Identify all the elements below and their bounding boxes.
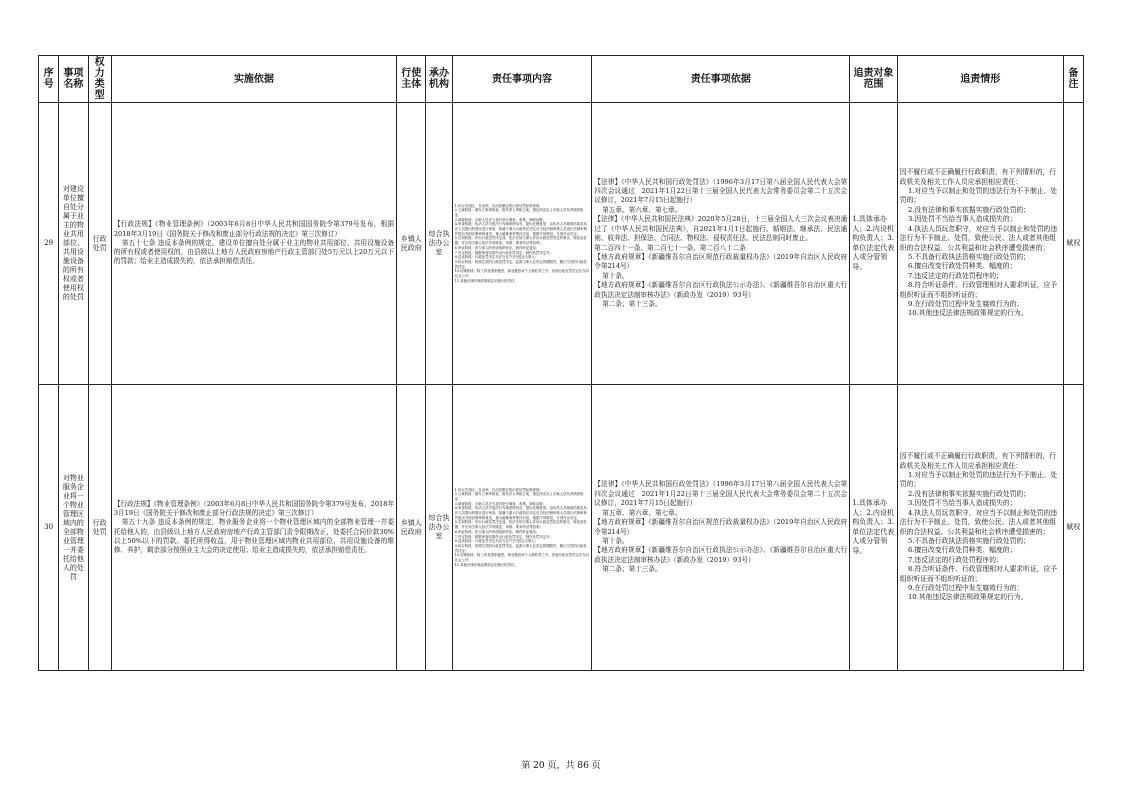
resp-line: 5.告知阶段：作出行政处罚决定前，依法告知当事人作出行政处罚决定的事实、理由及依据，并告知当事人依法享有陈述、申辩、要求听证等权利； <box>454 236 587 246</box>
basis-line: 第五十七条 违反本条例的规定，建设单位擅自处分属于业主的物业共用部位、共用设施设备的所有权或者使用权的，由县级以上地方人民政府房地产行政主管部门处5万元以上20万元以下的罚款；给业主造成损失的，依法承担赔偿责任。 <box>113 238 395 266</box>
law-line: 【地方政府规章】《新疆维吾尔自治区行政执法公示办法》、《新疆维吾尔自治区重大行政执法决定法制审核办法》（新政办发（2019）93号） <box>594 546 848 564</box>
resp-line: 6.听证阶段：依当事人的申请组织听证，制作听证笔录； <box>454 529 540 534</box>
resp-line: 4.审查阶段：执法人员对违法行为调查终结后，提出处理意见；由负责人对调查结果及执法人员提出的建议进行审查，如属于重大行政执法决定应当经法制审核人员进行法制审核并提出书面法制审核意见，重大疑难案件集体讨论，根据不同情况，分别作出决定； <box>454 506 587 520</box>
page-number: 第 20 页，共 86 页 <box>521 761 601 771</box>
cell-basis <box>111 103 396 385</box>
cell-basis <box>111 385 396 671</box>
law-line: 【法律】《中华人民共和国行政处罚法》（1996年3月17日第八届全国人民代表大会第四次会议通过 2021年1月22日第十三届全国人民代表大会常务委员会第二十五次会议修订，2021年7月15日起施行） <box>594 480 848 508</box>
cell-resp-basis <box>592 103 850 385</box>
law-line: 第五章、第六章、第七章。 <box>602 205 682 214</box>
situation-line: 2.没有法律和事实依据实施行政处罚的； <box>907 489 1030 498</box>
law-line: 第十条。 <box>602 536 629 545</box>
header-responsibility: 责任事项内容 <box>452 56 592 103</box>
header-type: 权力类型 <box>88 56 111 103</box>
situation-line: 4.执法人员玩忽职守，对应当予以制止和处罚的违法行为不予制止、处罚，致使公民、法人或者其他组织的合法权益、公共利益和社会秩序遭受损害的； <box>899 508 1058 536</box>
resp-line: 10.结案阶段：除了涉及国家秘密、商业秘密或个人隐私等之外，其他行政处罚决定应当向社会公开； <box>454 269 589 279</box>
situation-line: 因不履行或不正确履行行政职责，有下列情形的，行政机关及相关工作人员应承担相应责任： <box>899 452 1057 470</box>
resp-line: 7.决定阶段：根据审查结果作出行政处罚决定，制作处罚决定书； <box>454 250 553 255</box>
header-scope: 追责对象范围 <box>850 56 898 103</box>
resp-line: 11.其他法律法规政策规定应履行的责任。 <box>454 278 518 283</box>
resp-line: 9.执行阶段：依照生效的行政处罚决定，监督当事人在决定的期限内，履行生效的行政处罚决定； <box>454 543 587 553</box>
header-name: 事项名称 <box>59 56 88 103</box>
cell-type: 行政处罚 <box>88 385 111 671</box>
resp-line: 8.送达阶段：行政处罚决定书应当在7日内送达当事人； <box>454 539 539 544</box>
situation-line: 9.在行政处罚过程中发生腐败行为的； <box>907 583 1024 592</box>
cell-responsibility <box>452 385 592 671</box>
header-subject: 行使主体 <box>397 56 426 103</box>
law-line: 【地方政府规章】《新疆维吾尔自治区行政执法公示办法》、《新疆维吾尔自治区重大行政执法决定法制审核办法》（新政办发（2019）93号） <box>594 281 848 299</box>
cell-seq: 30 <box>39 385 59 671</box>
responsibility-table <box>38 55 1084 671</box>
table-row <box>39 103 1084 385</box>
situation-line: 1.对应当予以制止和处罚的违法行为不予制止、处罚的； <box>899 471 1058 489</box>
header-situation: 追责情形 <box>897 56 1063 103</box>
resp-line: 10.结案阶段：除了涉及国家秘密、商业秘密或个人隐私等之外，其他行政处罚决定应当向社会公开； <box>454 553 589 563</box>
cell-responsibility <box>452 103 592 385</box>
cell-remark: 赋权 <box>1063 103 1083 385</box>
law-line: 第二百四十一条、第二百七十一条、第二百八十二条 <box>594 243 746 252</box>
situation-line: 7.违反法定的行政处罚程序的； <box>907 271 1003 280</box>
law-line: 【法律】《中华人民共和国民法典》2020年5月28日，十三届全国人大三次会议表决通过了《中华人民共和国民法典》，自2021年1月1日起施行。婚姻法、继承法、民法通则、收养法、担保法、合同法、物权法、侵权责任法、民法总则同时废止。 <box>594 215 848 243</box>
basis-line: 【行政法规】《物业管理条例》（2003年6月8日中华人民共和国国务院令第379号发布，根据2018年3月19日《国务院关于修改和废止部分行政法规的决定》第三次修订） <box>113 220 395 238</box>
law-line: 第二条；第十三条。 <box>602 299 662 308</box>
resp-line: 3.调查阶段：办案人员应当及时进行调查，收集、调取证据； <box>454 501 547 506</box>
resp-line: 6.听证阶段：依当事人的申请组织听证，制作听证笔录； <box>454 245 540 250</box>
cell-resp-basis <box>592 385 850 671</box>
cell-remark: 赋权 <box>1063 385 1083 671</box>
situation-line: 4.执法人员玩忽职守，对应当予以制止和处罚的违法行为不予制止、处罚，致使公民、法人或者其他组织的合法权益、公共利益和社会秩序遭受损害的； <box>899 224 1058 252</box>
law-line: 【地方政府规章】《新疆维吾尔自治区规范行政裁量权办法》（2019年自治区人民政府令第214号） <box>594 252 848 271</box>
cell-subject: 乡镇人民政府 <box>397 385 426 671</box>
header-row <box>39 56 1084 103</box>
law-line: 【地方政府规章】《新疆维吾尔自治区规范行政裁量权办法》（2019年自治区人民政府令第214号） <box>594 518 848 536</box>
situation-line: 8.符合听证条件、行政管理相对人要求听证，应予组织听证而不组织听证的； <box>899 565 1058 583</box>
header-basis: 实施依据 <box>111 56 396 103</box>
resp-line: 4.审查阶段：执法人员对违法行为调查终结后，提出处理意见；由负责人对调查结果及执法人员提出的建议进行审查，如属于重大行政执法决定应当经法制审核人员进行法制审核并提出书面法制审核意见，重大疑难案件集体讨论，根据不同情况，分别作出决定； <box>454 222 587 236</box>
cell-org: 综合执法办公室 <box>426 103 452 385</box>
header-remark: 备注 <box>1063 56 1083 103</box>
header-seq: 序号 <box>39 56 59 103</box>
resp-line: 3.调查阶段：办案人员应当及时进行调查，收集、调取证据； <box>454 217 547 222</box>
situation-line: 10.其他违反法律法规政策规定的行为。 <box>907 309 1028 318</box>
law-line: 第十条。 <box>602 271 629 280</box>
situation-line: 6.擅自改变行政处罚种类、幅度的； <box>907 546 1017 555</box>
situation-line: 3.因处罚不当给当事人造成损失的； <box>907 499 1017 508</box>
situation-line: 1.对应当予以制止和处罚的违法行为不予制止、处罚的； <box>899 187 1058 205</box>
law-line: 第五章、第六章、第七章。 <box>602 508 682 517</box>
resp-line: 1.执行告知区，自治州，自治县制定的行政处罚标准规则； <box>454 487 543 492</box>
situation-line: 2.没有法律和事实依据实施行政处罚的； <box>907 205 1030 214</box>
cell-org: 综合执法办公室 <box>426 385 452 671</box>
situation-line: 5.不具备行政执法资格实施行政处罚的； <box>907 536 1030 545</box>
resp-line: 8.送达阶段：行政处罚决定书应当在7日内送达当事人； <box>454 255 539 260</box>
cell-name: 对物业服务企业将一个物业管理区域内的全部物业管理一并委托给他人的处罚 <box>59 385 88 671</box>
situation-line: 3.因处罚不当给当事人造成损失的； <box>907 215 1017 224</box>
table-row <box>39 385 1084 671</box>
cell-seq: 29 <box>39 103 59 385</box>
situation-line: 8.符合听证条件、行政管理相对人要求听证，应予组织听证而不组织听证的； <box>899 281 1058 299</box>
basis-line: 【行政法规】《物业管理条例》（2003年6月8日中华人民共和国国务院令第379号发布，2018年3月19日《国务院关于修改和废止部分行政法规的决定》第三次修订） <box>113 499 395 518</box>
cell-subject: 乡镇人民政府 <box>397 103 426 385</box>
resp-line: 9.执行阶段：依照生效的行政处罚决定，监督当事人在决定的期限内，履行生效的行政处罚决定； <box>454 259 587 269</box>
header-resp-basis: 责任事项依据 <box>592 56 850 103</box>
law-line: 【法律】《中华人民共和国行政处罚法》（1996年3月17日第八届全国人民代表大会第四次会议通过 2021年1月22日第十三届全国人民代表大会常务委员会第二十五次会议修订，2021年7月15日起施行） <box>594 177 848 205</box>
resp-line: 2.立案阶段：填写立案审批表，报负责人审批立案，指定两名以上办案人员负责调查取证； <box>454 492 584 501</box>
resp-line: 5.告知阶段：作出行政处罚决定前，依法告知当事人作出行政处罚决定的事实、理由及依据，并告知当事人依法享有陈述、申辩、要求听证等权利； <box>454 520 587 530</box>
law-line: 第二条；第十三条。 <box>602 565 662 574</box>
situation-line: 7.违反法定的行政处罚程序的； <box>907 555 1003 564</box>
situation-line: 5.不具备行政执法资格实施行政处罚的； <box>907 252 1030 261</box>
situation-line: 9.在行政处罚过程中发生腐败行为的； <box>907 299 1024 308</box>
situation-line: 10.其他违反法律法规政策规定的行为。 <box>907 593 1028 602</box>
resp-line: 2.立案阶段：填写立案审批表，报负责人审批立案，指定两名以上办案人员负责调查取证； <box>454 208 584 217</box>
cell-scope: 1.具体承办人；2.内设机构负责人；3.单位法定代表人或分管领导。 <box>850 385 898 671</box>
situation-line: 因不履行或不正确履行行政职责，有下列情形的，行政机关及相关工作人员应承担相应责任： <box>899 168 1057 186</box>
cell-situation <box>897 385 1063 671</box>
basis-line: 第五十九条 违反本条例的规定，物业服务企业将一个物业管理区域内的全部物业管理一并委托给他人的，由县级以上地方人民政府房地产行政主管部门责令限期改正，处委托合同价款30%以上50%以下的罚款。委托所得收益，用于物业管理区域内物业共用部位、共用设施设备的维修、养护，剩余部分按照业主大会的决定使用；给业主造成损失的，依法承担赔偿责任。 <box>113 518 395 554</box>
resp-line: 7.决定阶段：根据审查结果作出行政处罚决定，制作处罚决定书； <box>454 534 553 539</box>
resp-line: 1.执行告知区，自治州，自治县制定的行政处罚标准规则； <box>454 203 543 208</box>
cell-scope: 1.具体承办人；2.内设机构负责人；3.单位法定代表人或分管领导。 <box>850 103 898 385</box>
resp-line: 11.其他法律法规政策规定应履行的责任。 <box>454 562 518 567</box>
header-org: 承办机构 <box>426 56 452 103</box>
cell-type: 行政处罚 <box>88 103 111 385</box>
situation-line: 6.擅自改变行政处罚种类、幅度的； <box>907 262 1017 271</box>
cell-situation <box>897 103 1063 385</box>
cell-name: 对建设单位擅自处分属于业主的物业共用部位、共用设施设备的所有权或者使用权的处罚 <box>59 103 88 385</box>
